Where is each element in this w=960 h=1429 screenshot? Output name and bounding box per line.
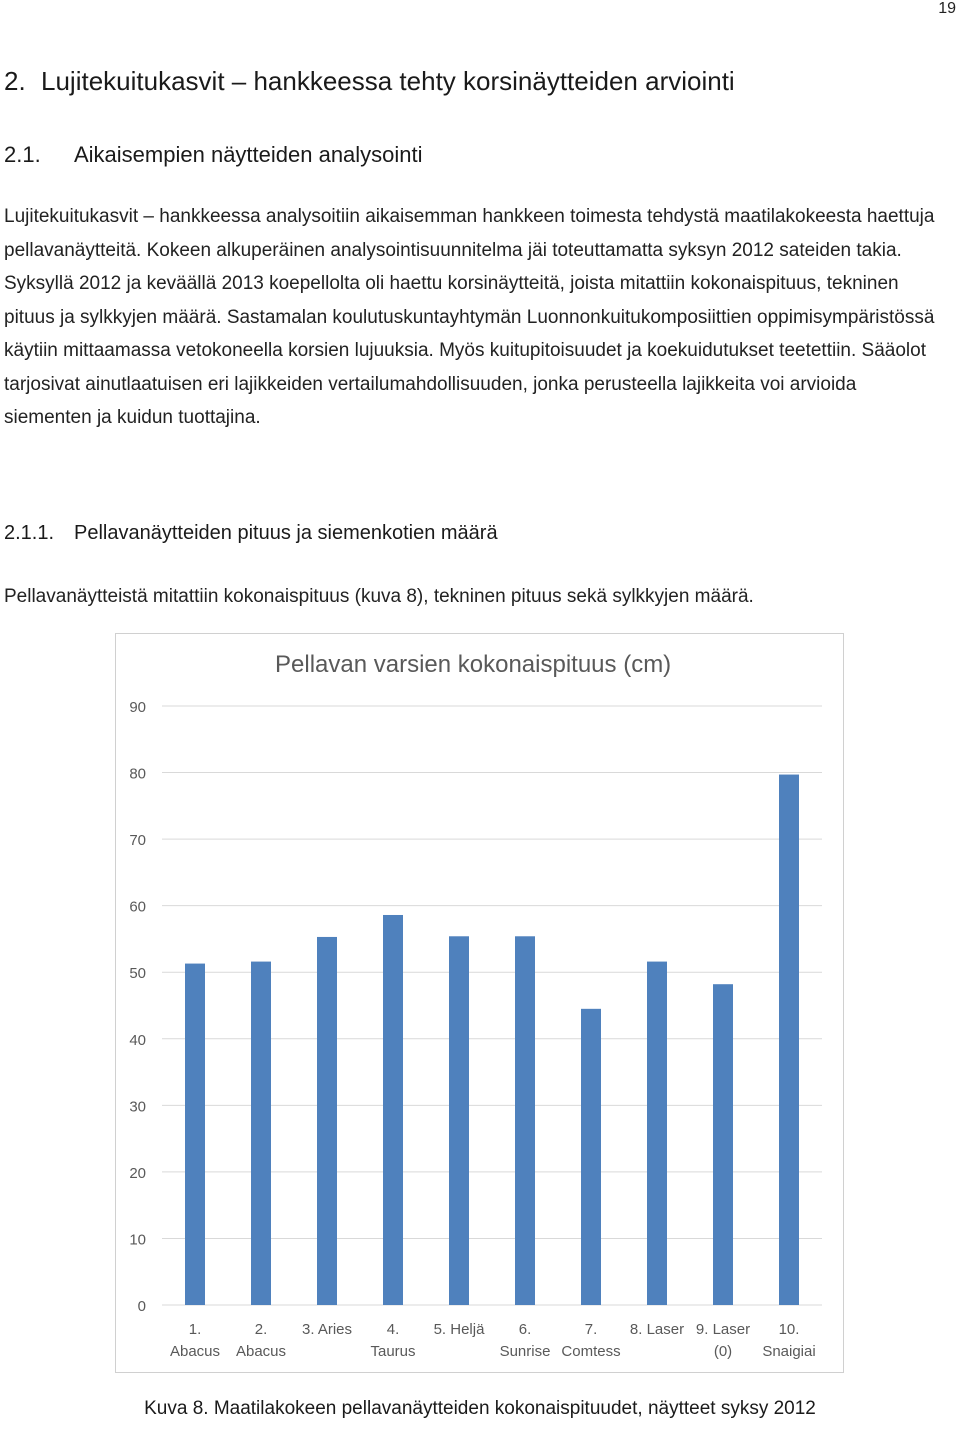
x-tick-label: Taurus bbox=[370, 1343, 416, 1360]
y-tick-label: 90 bbox=[129, 699, 146, 716]
x-tick-label: Abacus bbox=[235, 1343, 287, 1360]
y-tick-label: 40 bbox=[129, 1031, 146, 1049]
y-tick-label: 60 bbox=[129, 898, 146, 916]
x-tick-label: 3. Aries bbox=[301, 1321, 353, 1338]
x-tick-label: 10. bbox=[778, 1321, 800, 1338]
x-tick-label: Snaigiai bbox=[762, 1343, 816, 1360]
subsection-number: 2.1. bbox=[4, 142, 41, 167]
figure-caption: Kuva 8. Maatilakokeen pellavanäytteiden kokonaispituudet, näytteet syksy 2012 bbox=[144, 1398, 816, 1419]
x-tick-label: Comtess bbox=[561, 1343, 621, 1360]
bar bbox=[779, 775, 799, 1305]
body-paragraph: Lujitekuitukasvit – hankkeessa analysoitiin aikaisemman hankkeen toimesta tehdystä maatilakokeesta haettuja pellavanäytteitä. Kokeen alkuperäinen analysointisuunnitelma jäi toteuttamatta syksyn 2012 sateiden takia. Syksyllä 2012 ja keväällä 2013 koepellolta oli haettu korsinäytteitä, joista mitattiin kokonaispituus, tekninen pituus ja sylkkyjen määrä. Sastamalan koulutuskuntayhtymän Luonnonkuitukomposiittien oppimisympäristössä käytiin mittaamassa vetokoneella korsien lujuuksia. Myös kuitupitoisuudet ja koekuidutukset teetettiin. Sääolot tarjosivat ainutlaatuisen eri lajikkeiden vertailumahdollisuuden, jonka perusteella lajikkeita voi arvioida siementen ja kuidun tuottajina. bbox=[4, 206, 935, 428]
section-title: Lujitekuitukasvit – hankkeessa tehty korsinäytteiden arviointi bbox=[41, 66, 735, 96]
x-tick-label: Sunrise bbox=[499, 1343, 551, 1360]
bar bbox=[317, 937, 337, 1305]
subsubsection-title: Pellavanäytteiden pituus ja siemenkotien määrä bbox=[74, 522, 498, 544]
bar bbox=[581, 1009, 601, 1305]
bar bbox=[383, 915, 403, 1305]
y-tick-label: 50 bbox=[129, 965, 146, 983]
bar bbox=[647, 962, 667, 1305]
x-tick-label: 8. Laser bbox=[629, 1321, 685, 1338]
y-tick-label: 30 bbox=[129, 1098, 146, 1116]
bar bbox=[251, 962, 271, 1305]
bar bbox=[185, 964, 205, 1305]
page-number: 19 bbox=[938, 0, 956, 17]
subsubsection-number: 2.1.1. bbox=[4, 522, 55, 544]
y-tick-label: 20 bbox=[129, 1164, 146, 1182]
x-tick-label: 9. Laser bbox=[695, 1321, 751, 1338]
x-tick-label: 7. bbox=[584, 1321, 598, 1338]
intro-paragraph: Pellavanäytteistä mitattiin kokonaispituus (kuva 8), tekninen pituus sekä sylkkyjen määrä. bbox=[4, 586, 754, 607]
x-tick-label: (0) bbox=[713, 1343, 733, 1360]
x-tick-label: Abacus bbox=[169, 1343, 221, 1360]
y-tick-label: 0 bbox=[137, 1298, 146, 1315]
x-tick-label: 6. bbox=[518, 1321, 532, 1338]
x-tick-label: 4. bbox=[386, 1321, 400, 1338]
bar bbox=[449, 936, 469, 1305]
x-tick-label: 5. Heljä bbox=[433, 1321, 485, 1338]
y-tick-label: 10 bbox=[129, 1231, 146, 1249]
subsection-title: Aikaisempien näytteiden analysointi bbox=[74, 142, 423, 167]
section-number: 2. bbox=[4, 66, 26, 96]
y-tick-label: 80 bbox=[129, 765, 146, 783]
bar bbox=[713, 984, 733, 1305]
x-tick-label: 1. bbox=[188, 1321, 202, 1338]
y-tick-label: 70 bbox=[129, 832, 146, 850]
bar bbox=[515, 936, 535, 1305]
chart-title: Pellavan varsien kokonaispituus (cm) bbox=[275, 651, 672, 678]
x-tick-label: 2. bbox=[254, 1321, 268, 1338]
